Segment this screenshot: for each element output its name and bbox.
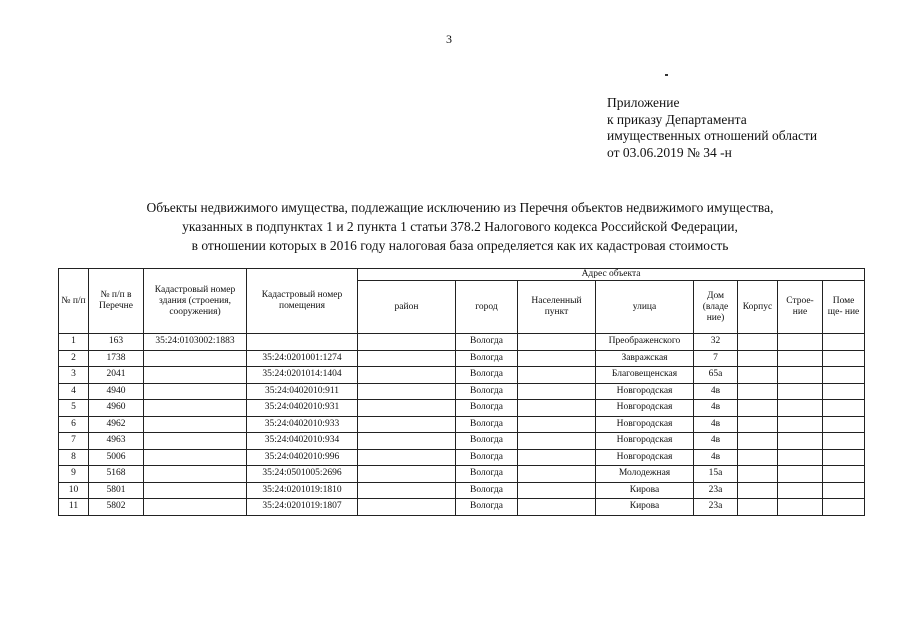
cell-street: Кирова	[596, 499, 694, 516]
cell-settlement	[518, 466, 596, 483]
cell-list-num: 5801	[89, 482, 144, 499]
cell-korpus	[738, 334, 778, 351]
cell-stroenie	[778, 400, 823, 417]
header-list-num: № п/п в Перечне	[89, 269, 144, 334]
cell-street: Новгородская	[596, 416, 694, 433]
cell-house: 23а	[694, 482, 738, 499]
cell-district	[358, 482, 456, 499]
appendix-line: Приложение	[607, 95, 680, 110]
cell-street: Новгородская	[596, 449, 694, 466]
cell-num: 1	[59, 334, 89, 351]
cell-district	[358, 334, 456, 351]
cell-house: 15а	[694, 466, 738, 483]
cell-street: Новгородская	[596, 400, 694, 417]
document-title	[60, 198, 860, 255]
table-row	[59, 416, 865, 433]
cell-list-num: 4963	[89, 433, 144, 450]
cell-room-cad: 35:24:0402010:931	[247, 400, 358, 417]
cell-settlement	[518, 350, 596, 367]
cell-korpus	[738, 449, 778, 466]
cell-house: 4в	[694, 449, 738, 466]
title-line: указанных в подпунктах 1 и 2 пункта 1 статьи 378.2 Налогового кодекса Российской Федерации,	[182, 219, 738, 234]
cell-building-cad	[144, 482, 247, 499]
cell-list-num: 4960	[89, 400, 144, 417]
cell-num: 2	[59, 350, 89, 367]
cell-settlement	[518, 416, 596, 433]
objects-table	[58, 268, 865, 516]
cell-list-num: 5802	[89, 499, 144, 516]
cell-city: Вологда	[456, 433, 518, 450]
cell-pomeshchenie	[823, 383, 865, 400]
cell-street: Кирова	[596, 482, 694, 499]
cell-building-cad: 35:24:0103002:1883	[144, 334, 247, 351]
cell-settlement	[518, 400, 596, 417]
cell-stroenie	[778, 499, 823, 516]
cell-stroenie	[778, 416, 823, 433]
cell-settlement	[518, 499, 596, 516]
cell-num: 11	[59, 499, 89, 516]
cell-korpus	[738, 466, 778, 483]
cell-korpus	[738, 400, 778, 417]
cell-stroenie	[778, 383, 823, 400]
title-line: Объекты недвижимого имущества, подлежащие исключению из Перечня объектов недвижимого имущества,	[146, 200, 774, 215]
header-room-cad: Кадастровый номер помещения	[247, 269, 358, 334]
cell-settlement	[518, 482, 596, 499]
cell-street: Новгородская	[596, 383, 694, 400]
cell-district	[358, 466, 456, 483]
cell-stroenie	[778, 433, 823, 450]
appendix-line: имущественных отношений области	[607, 128, 818, 143]
cell-list-num: 4962	[89, 416, 144, 433]
cell-pomeshchenie	[823, 350, 865, 367]
cell-num: 10	[59, 482, 89, 499]
cell-district	[358, 350, 456, 367]
cell-pomeshchenie	[823, 334, 865, 351]
header-stroenie: Строе- ние	[778, 281, 823, 334]
cell-building-cad	[144, 416, 247, 433]
table-row	[59, 499, 865, 516]
cell-city: Вологда	[456, 383, 518, 400]
cell-building-cad	[144, 350, 247, 367]
cell-city: Вологда	[456, 416, 518, 433]
cell-district	[358, 367, 456, 384]
cell-num: 8	[59, 449, 89, 466]
table-row	[59, 334, 865, 351]
cell-room-cad: 35:24:0402010:933	[247, 416, 358, 433]
cell-district	[358, 383, 456, 400]
cell-room-cad: 35:24:0402010:911	[247, 383, 358, 400]
cell-stroenie	[778, 334, 823, 351]
cell-korpus	[738, 433, 778, 450]
cell-district	[358, 433, 456, 450]
cell-list-num: 1738	[89, 350, 144, 367]
cell-room-cad: 35:24:0201001:1274	[247, 350, 358, 367]
cell-room-cad: 35:24:0201019:1810	[247, 482, 358, 499]
table-row	[59, 400, 865, 417]
cell-num: 6	[59, 416, 89, 433]
cell-building-cad	[144, 449, 247, 466]
cell-room-cad: 35:24:0201019:1807	[247, 499, 358, 516]
cell-room-cad: 35:24:0402010:996	[247, 449, 358, 466]
cell-district	[358, 449, 456, 466]
cell-district	[358, 400, 456, 417]
cell-building-cad	[144, 367, 247, 384]
cell-city: Вологда	[456, 350, 518, 367]
cell-settlement	[518, 383, 596, 400]
cell-house: 4в	[694, 433, 738, 450]
cell-korpus	[738, 416, 778, 433]
cell-room-cad: 35:24:0501005:2696	[247, 466, 358, 483]
scan-speck	[665, 74, 668, 76]
cell-building-cad	[144, 383, 247, 400]
cell-building-cad	[144, 499, 247, 516]
cell-street: Завражская	[596, 350, 694, 367]
cell-pomeshchenie	[823, 449, 865, 466]
cell-pomeshchenie	[823, 466, 865, 483]
cell-house: 4в	[694, 416, 738, 433]
cell-city: Вологда	[456, 482, 518, 499]
cell-num: 4	[59, 383, 89, 400]
cell-city: Вологда	[456, 367, 518, 384]
header-korpus: Корпус	[738, 281, 778, 334]
cell-district	[358, 499, 456, 516]
cell-settlement	[518, 367, 596, 384]
cell-street: Новгородская	[596, 433, 694, 450]
table-row	[59, 367, 865, 384]
cell-settlement	[518, 433, 596, 450]
cell-pomeshchenie	[823, 400, 865, 417]
cell-room-cad	[247, 334, 358, 351]
cell-pomeshchenie	[823, 482, 865, 499]
cell-city: Вологда	[456, 466, 518, 483]
title-line: в отношении которых в 2016 году налоговая база определяется как их кадастровая стоимость	[191, 238, 729, 253]
cell-list-num: 2041	[89, 367, 144, 384]
cell-stroenie	[778, 367, 823, 384]
cell-street: Благовещенская	[596, 367, 694, 384]
cell-city: Вологда	[456, 400, 518, 417]
cell-house: 4в	[694, 400, 738, 417]
cell-korpus	[738, 350, 778, 367]
cell-num: 5	[59, 400, 89, 417]
cell-street: Молодежная	[596, 466, 694, 483]
cell-building-cad	[144, 433, 247, 450]
appendix-line: к приказу Департамента	[607, 111, 747, 127]
header-street: улица	[596, 281, 694, 334]
table-row	[59, 449, 865, 466]
table-row	[59, 482, 865, 499]
cell-num: 7	[59, 433, 89, 450]
cell-building-cad	[144, 400, 247, 417]
header-house: Дом (владе ние)	[694, 281, 738, 334]
cell-city: Вологда	[456, 499, 518, 516]
cell-list-num: 5006	[89, 449, 144, 466]
header-num: № п/п	[59, 269, 89, 334]
header-settlement: Населенный пункт	[518, 281, 596, 334]
cell-pomeshchenie	[823, 499, 865, 516]
cell-district	[358, 416, 456, 433]
cell-room-cad: 35:24:0201014:1404	[247, 367, 358, 384]
page-number: 3	[446, 32, 452, 46]
cell-num: 3	[59, 367, 89, 384]
cell-settlement	[518, 334, 596, 351]
cell-korpus	[738, 482, 778, 499]
cell-house: 4в	[694, 383, 738, 400]
table-row	[59, 383, 865, 400]
cell-stroenie	[778, 350, 823, 367]
cell-house: 32	[694, 334, 738, 351]
cell-korpus	[738, 499, 778, 516]
appendix-line: от 03.06.2019 № 34 -н	[607, 144, 732, 160]
header-district: район	[358, 281, 456, 334]
header-city: город	[456, 281, 518, 334]
header-address-group: Адрес объекта	[358, 269, 865, 281]
cell-street: Преображенского	[596, 334, 694, 351]
header-building-cad: Кадастровый номер здания (строения, сооружения)	[144, 269, 247, 334]
cell-korpus	[738, 367, 778, 384]
cell-house: 65а	[694, 367, 738, 384]
cell-list-num: 4940	[89, 383, 144, 400]
table-row	[59, 350, 865, 367]
table-row	[59, 433, 865, 450]
cell-settlement	[518, 449, 596, 466]
cell-list-num: 5168	[89, 466, 144, 483]
cell-pomeshchenie	[823, 367, 865, 384]
cell-num: 9	[59, 466, 89, 483]
cell-room-cad: 35:24:0402010:934	[247, 433, 358, 450]
cell-house: 7	[694, 350, 738, 367]
cell-house: 23а	[694, 499, 738, 516]
cell-stroenie	[778, 482, 823, 499]
cell-pomeshchenie	[823, 416, 865, 433]
cell-city: Вологда	[456, 449, 518, 466]
cell-stroenie	[778, 466, 823, 483]
cell-city: Вологда	[456, 334, 518, 351]
cell-stroenie	[778, 449, 823, 466]
cell-korpus	[738, 383, 778, 400]
cell-building-cad	[144, 466, 247, 483]
cell-list-num: 163	[89, 334, 144, 351]
header-pomeshchenie: Поме ще- ние	[823, 281, 865, 334]
appendix-block	[607, 95, 817, 161]
table-row	[59, 466, 865, 483]
cell-pomeshchenie	[823, 433, 865, 450]
